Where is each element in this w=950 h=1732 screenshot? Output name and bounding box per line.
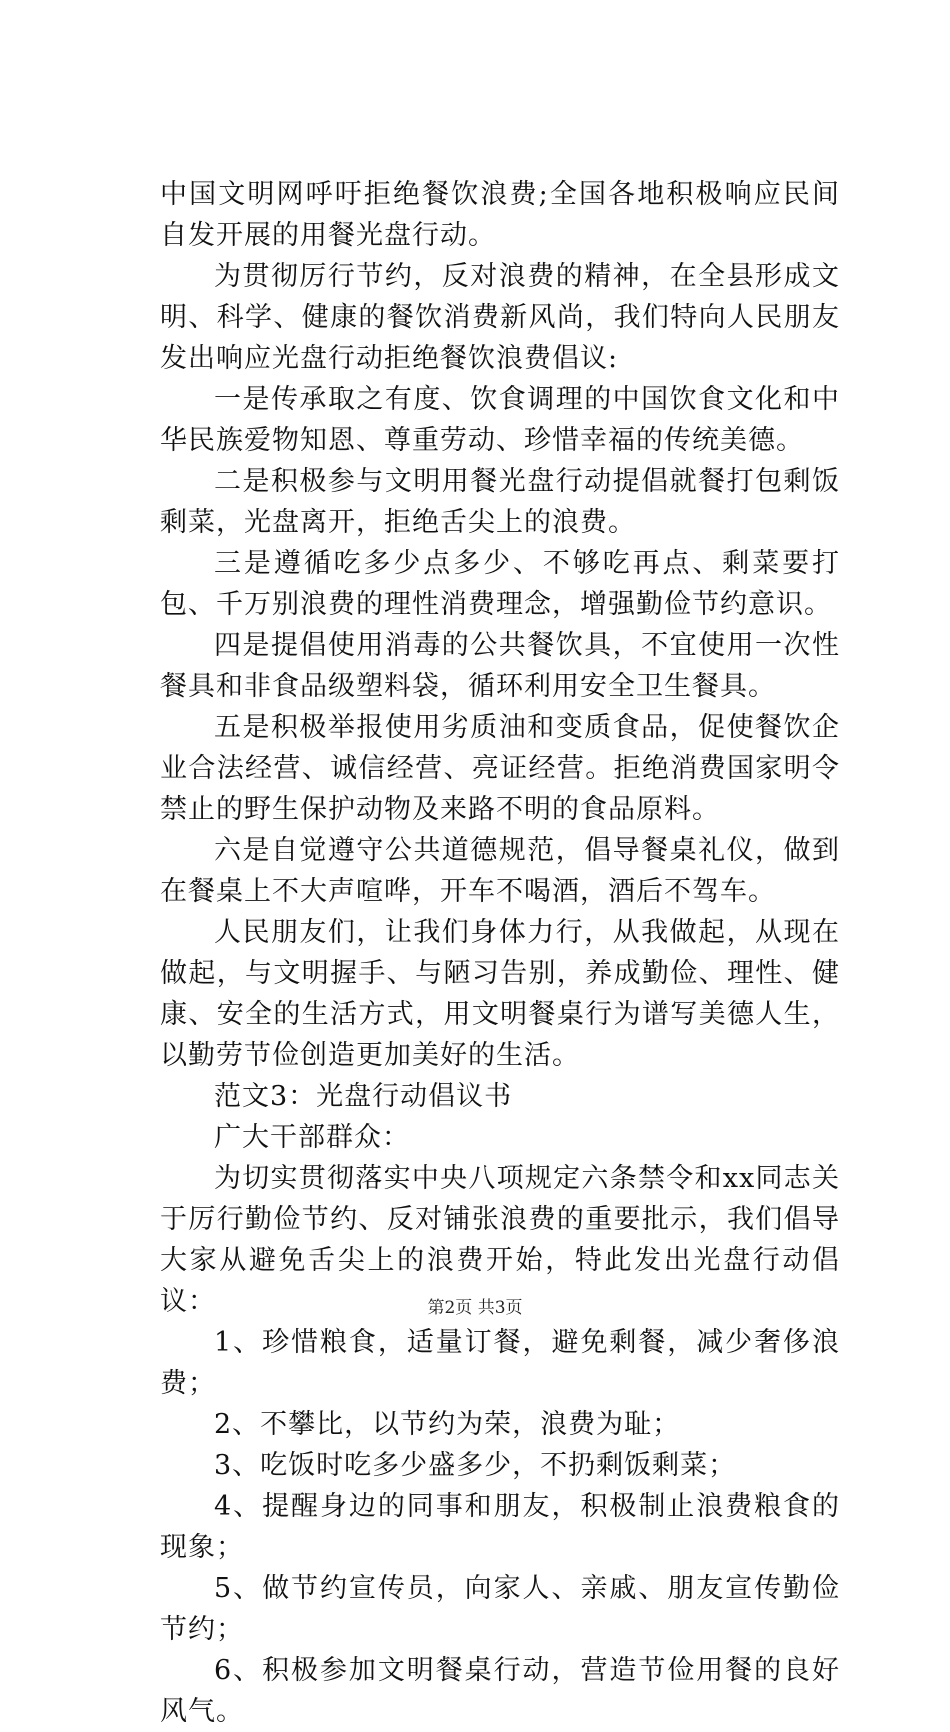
paragraph-point-5: 五是积极举报使用劣质油和变质食品，促使餐饮企业合法经营、诚信经营、亮证经营。拒绝消费国家明令禁止的野生保护动物及来路不明的食品原料。: [160, 712, 840, 825]
paragraph-intro-continuation: 中国文明网呼吁拒绝餐饮浪费;全国各地积极响应民间自发开展的用餐光盘行动。: [160, 179, 840, 251]
page-number-footer: 第2页 共3页: [427, 1298, 523, 1318]
list-item: 5、做节约宣传员，向家人、亲戚、朋友宣传勤俭节约；: [160, 1573, 840, 1645]
paragraph-initiative-intro: 为贯彻厉行节约，反对浪费的精神，在全县形成文明、科学、健康的餐饮消费新风尚，我们特向人民朋友发出响应光盘行动拒绝餐饮浪费倡议:: [160, 261, 840, 374]
paragraph-point-6: 六是自觉遵守公共道德规范，倡导餐桌礼仪，做到在餐桌上不大声喧哗，开车不喝酒，酒后不驾车。: [160, 835, 840, 907]
paragraph-closing: 人民朋友们，让我们身体力行，从我做起，从现在做起，与文明握手、与陋习告别，养成勤俭、理性、健康、安全的生活方式，用文明餐桌行为谱写美德人生，以勤劳节俭创造更加美好的生活。: [160, 917, 840, 1071]
paragraph-point-3: 三是遵循吃多少点多少、不够吃再点、剩菜要打包、千万别浪费的理性消费理念，增强勤俭节约意识。: [160, 548, 840, 620]
list-item: 4、提醒身边的同事和朋友，积极制止浪费粮食的现象；: [160, 1491, 840, 1563]
list-item: 3、吃饭时吃多少盛多少，不扔剩饭剩菜；: [214, 1450, 737, 1481]
document-body: [160, 174, 840, 1732]
paragraph-proposal-intro: 为切实贯彻落实中央八项规定六条禁令和xx同志关于厉行勤俭节约、反对铺张浪费的重要批示，我们倡导大家从避免舌尖上的浪费开始，特此发出光盘行动倡议：: [160, 1163, 841, 1317]
list-item: 1、珍惜粮食，适量订餐，避免剩餐，减少奢侈浪费；: [160, 1327, 840, 1399]
section-heading: 范文3：光盘行动倡议书: [214, 1081, 513, 1112]
salutation: 广大干部群众：: [214, 1122, 410, 1153]
list-item: 2、不攀比，以节约为荣，浪费为耻；: [214, 1409, 681, 1440]
paragraph-point-4: 四是提倡使用消毒的公共餐饮具，不宜使用一次性餐具和非食品级塑料袋，循环利用安全卫生餐具。: [160, 630, 840, 702]
paragraph-point-2: 二是积极参与文明用餐光盘行动提倡就餐打包剩饭剩菜，光盘离开，拒绝舌尖上的浪费。: [160, 466, 840, 538]
paragraph-point-1: 一是传承取之有度、饮食调理的中国饮食文化和中华民族爱物知恩、尊重劳动、珍惜幸福的传统美德。: [160, 384, 840, 456]
list-item: 6、积极参加文明餐桌行动，营造节俭用餐的良好风气。: [160, 1655, 840, 1727]
